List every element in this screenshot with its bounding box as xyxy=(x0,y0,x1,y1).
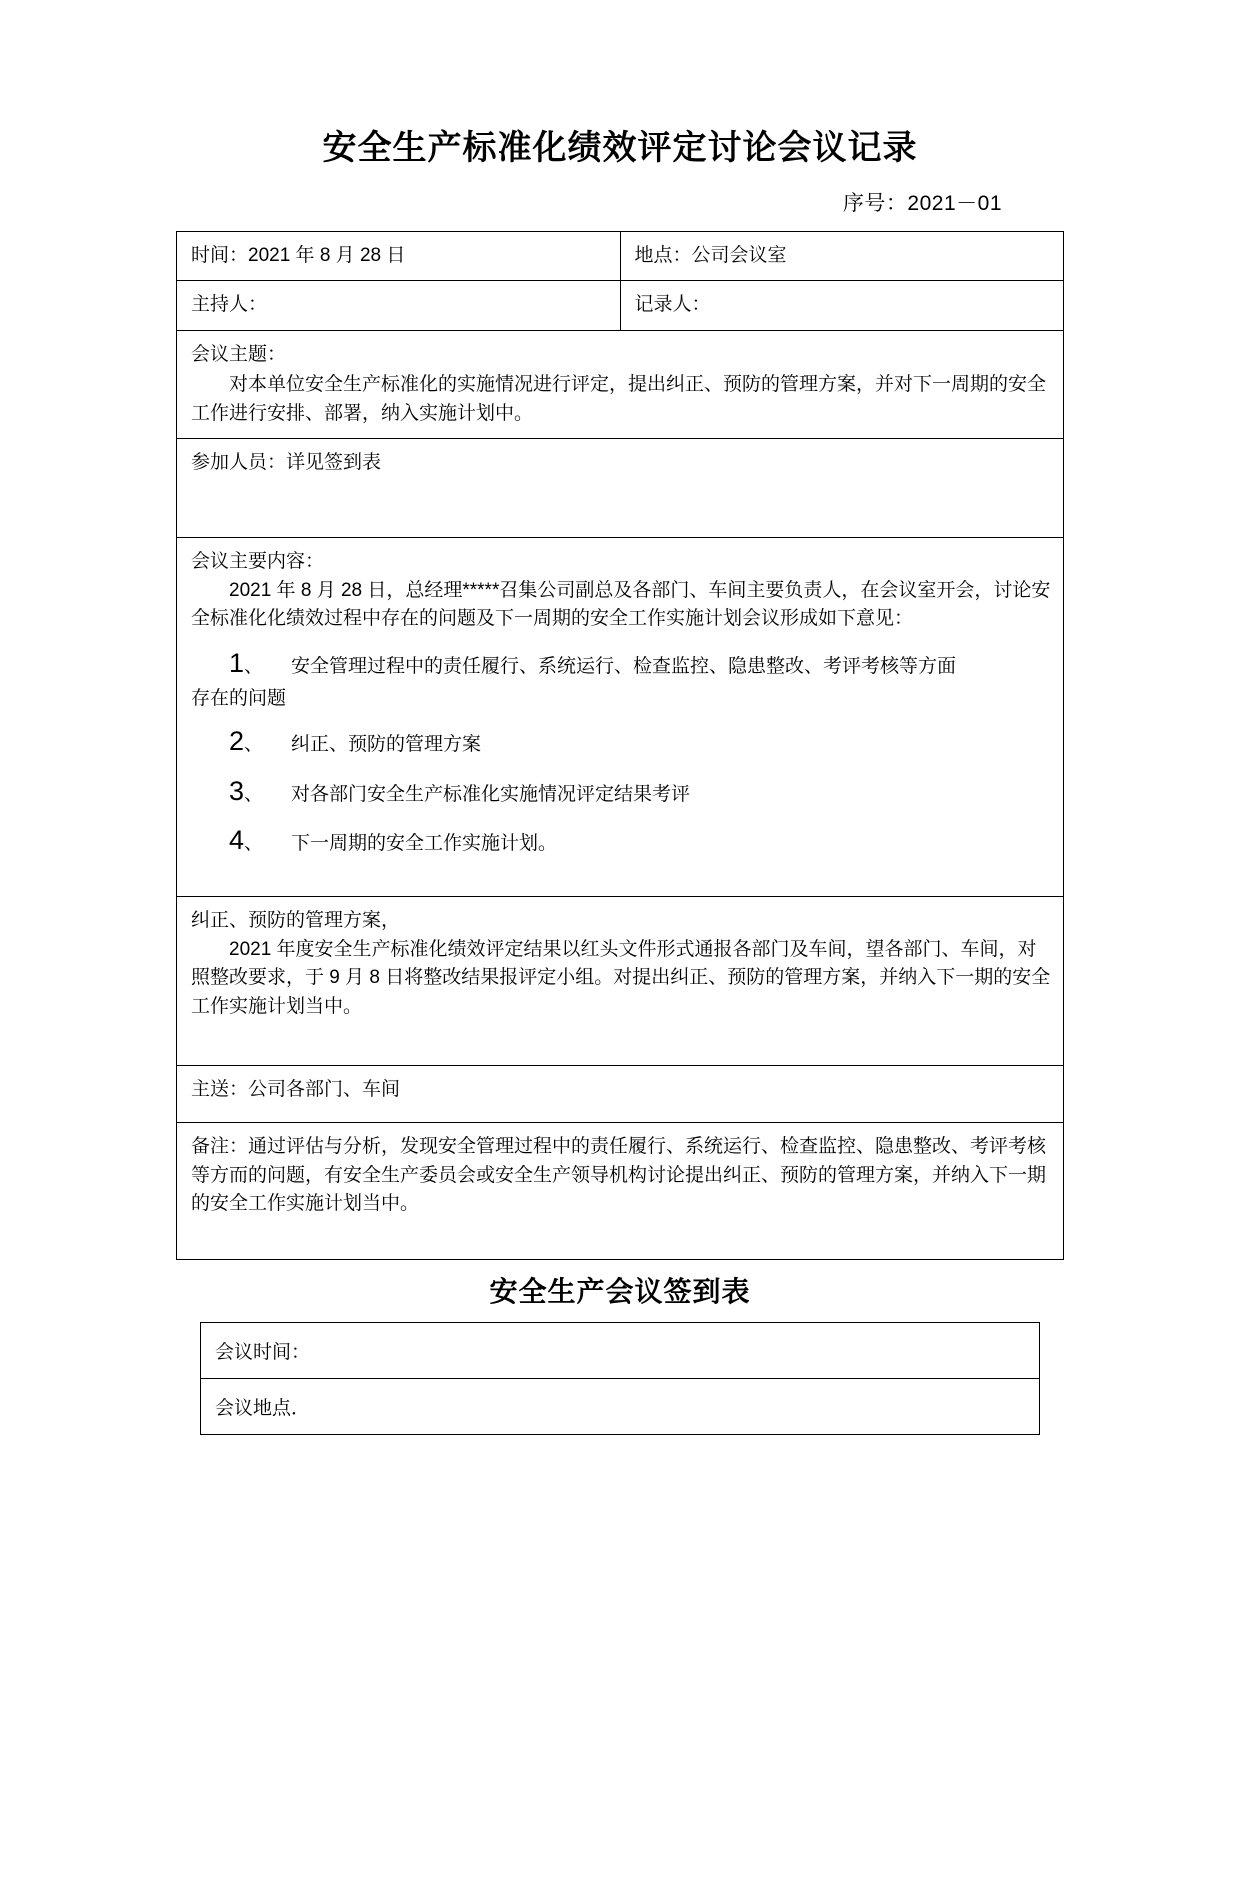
list-item-number: 4、 xyxy=(229,824,264,855)
table-row xyxy=(177,1066,1064,1123)
list-item-number: 1、 xyxy=(229,647,264,678)
table-row xyxy=(201,1379,1040,1435)
signin-location-cell xyxy=(201,1379,1040,1435)
meeting-record-table xyxy=(176,231,1064,1261)
list-item-number: 3、 xyxy=(229,775,264,806)
table-row xyxy=(177,1123,1064,1260)
list-item-text: 下一周期的安全工作实施计划。 xyxy=(291,832,558,854)
table-row xyxy=(177,439,1064,538)
attendees-cell xyxy=(177,439,1064,538)
location-value: 地点：公司会议室 xyxy=(634,244,787,266)
table-row xyxy=(177,231,1064,281)
remark-cell xyxy=(177,1123,1064,1260)
distribution-text: 主送：公司各部门、车间 xyxy=(191,1079,401,1101)
content-label: 会议主要内容： xyxy=(191,551,325,573)
theme-cell xyxy=(177,330,1064,439)
content-item-list xyxy=(191,644,1051,860)
document-page xyxy=(0,128,1240,1882)
list-item-number: 2、 xyxy=(229,726,264,757)
signin-title: 安全生产会议签到表 xyxy=(489,1276,751,1308)
serial-number: 序号：2021－01 xyxy=(842,191,1002,215)
list-item xyxy=(191,722,1051,761)
list-item xyxy=(191,644,1051,713)
content-intro: 2021 年 8 月 28 日，总经理*****召集公司副总及各部门、车间主要负责人，在会议室开会，讨论安全标准化化绩效过程中存在的问题及下一周期的安全工作实施计划会议形成如下意见： xyxy=(191,579,1051,630)
signin-table xyxy=(200,1322,1040,1435)
signin-location-label: 会议地点． xyxy=(215,1398,311,1420)
list-item xyxy=(191,821,1051,860)
list-item-continuation: 存在的问题 xyxy=(191,687,287,709)
signin-time-label: 会议时间： xyxy=(215,1342,311,1364)
theme-body: 对本单位安全生产标准化的实施情况进行评定，提出纠正、预防的管理方案，并对下一周期的安全工作进行安排、部署，纳入实施计划中。 xyxy=(191,374,1047,424)
table-row xyxy=(177,330,1064,439)
time-cell xyxy=(177,231,621,281)
table-row xyxy=(177,897,1064,1066)
table-row xyxy=(201,1323,1040,1379)
location-cell xyxy=(620,231,1064,281)
plan-cell xyxy=(177,897,1064,1066)
table-row xyxy=(177,281,1064,331)
content-cell xyxy=(177,538,1064,897)
recorder-label: 记录人： xyxy=(634,294,711,316)
list-item xyxy=(191,772,1051,811)
plan-body: 2021 年度安全生产标准化绩效评定结果以红头文件形式通报各部门及车间，望各部门、车间，对照整改要求，于 9 月 8 日将整改结果报评定小组。对提出纠正、预防的管理方案，并纳入下一期的安全工作实施计划当中。 xyxy=(191,938,1051,1017)
page-title: 安全生产标准化绩效评定讨论会议记录 xyxy=(322,129,918,167)
time-value: 时间：2021 年 8 月 28 日 xyxy=(191,244,406,266)
theme-label: 会议主题： xyxy=(191,343,287,365)
recorder-cell xyxy=(620,281,1064,331)
list-item-text: 安全管理过程中的责任履行、系统运行、检查监控、隐患整改、考评考核等方面 xyxy=(291,655,957,677)
signin-time-cell xyxy=(201,1323,1040,1379)
attendees-text: 参加人员：详见签到表 xyxy=(191,452,382,474)
distribution-cell xyxy=(177,1066,1064,1123)
list-item-text: 对各部门安全生产标准化实施情况评定结果考评 xyxy=(291,783,691,805)
host-label: 主持人： xyxy=(191,294,268,316)
table-row xyxy=(177,538,1064,897)
remark-text: 备注：通过评估与分析，发现安全管理过程中的责任履行、系统运行、检查监控、隐患整改、考评考核等方而的问题，有安全生产委员会或安全生产领导机构讨论提出纠正、预防的管理方案，并纳入下一期的安全工作实施计划当中。 xyxy=(191,1136,1047,1215)
plan-label: 纠正、预防的管理方案， xyxy=(191,910,401,932)
host-cell xyxy=(177,281,621,331)
list-item-text: 纠正、预防的管理方案 xyxy=(291,734,482,756)
